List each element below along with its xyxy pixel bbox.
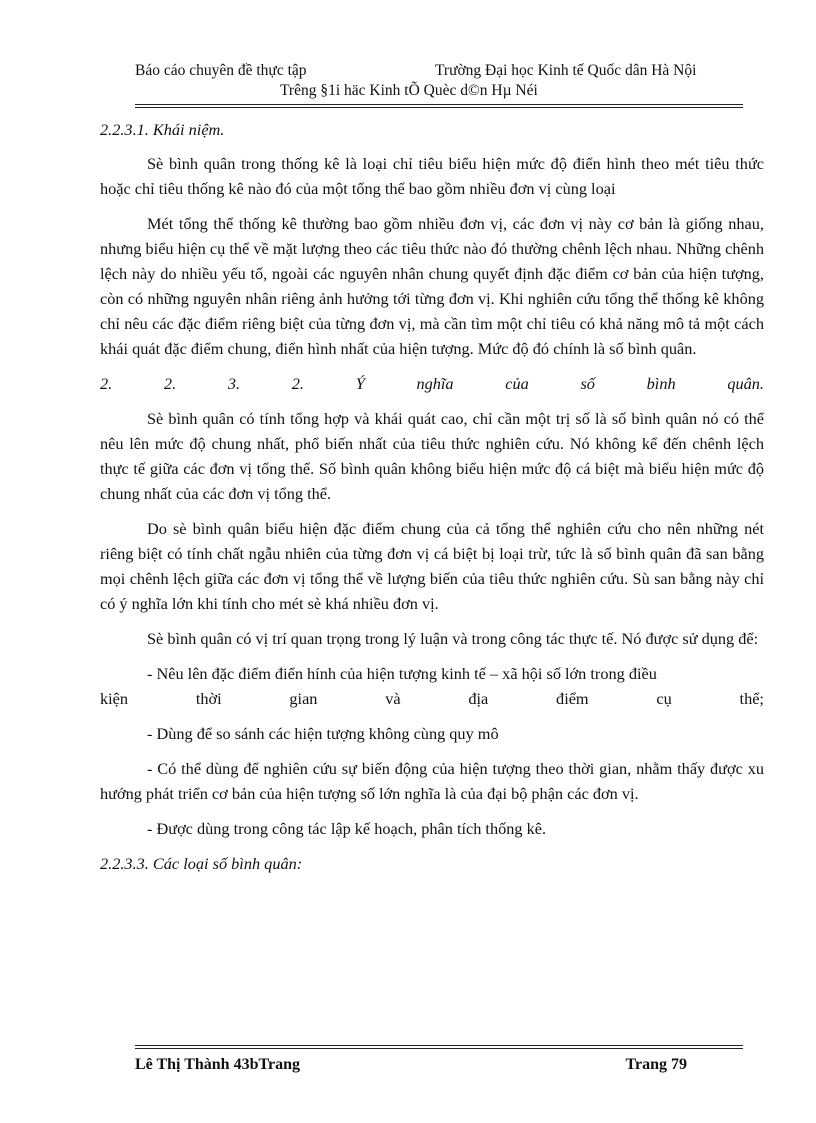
word: gian xyxy=(289,689,318,708)
paragraph: Sè bình quân có vị trí quan trọng trong lý luận và trong công tác thực tế. Nó được sử dụng để: xyxy=(147,629,759,648)
footer-double-rule xyxy=(135,1045,743,1049)
heading-2-2-3-3: 2.2.3.3. Các loại số bình quân: xyxy=(100,854,303,873)
heading-word: số xyxy=(580,374,595,393)
paragraph: Sè bình quân trong thống kê là loại chỉ tiêu biểu hiện mức độ điển hình theo mét tiêu thức hoặc chỉ tiêu thống kê nào đó của một tổng thể bao gồm nhiều đơn vị cùng loại xyxy=(100,154,764,198)
header-double-rule xyxy=(135,104,743,108)
heading-2-2-3-1: 2.2.3.1. Khái niệm. xyxy=(100,120,225,139)
word: thể; xyxy=(739,689,764,708)
heading-word: quân. xyxy=(727,374,764,393)
heading-word: 2. xyxy=(163,374,177,393)
bullet-item-continuation xyxy=(100,686,764,711)
header-garbled-line: Trêng §1i häc Kinh tÕ Quèc d©n Hµ Néi xyxy=(280,82,538,99)
bullet-item: - Có thể dùng để nghiên cứu sự biến động của hiện tượng theo thời gian, nhằm thấy được xu hướng phát triển cơ bản của hiện tượng số lớn nghĩa là của đại bộ phận các đơn vị. xyxy=(100,759,764,803)
word: cụ xyxy=(656,689,672,708)
header-university: Trường Đại học Kinh tế Quốc dân Hà Nội xyxy=(435,62,697,79)
footer-author: Lê Thị Thành 43bTrang xyxy=(135,1056,300,1073)
word: và xyxy=(385,689,401,708)
heading-word: 2. xyxy=(291,374,304,393)
paragraph: Do sè bình quân biểu hiện đặc điểm chung của cả tổng thể nghiên cứu cho nên những nét riêng biệt có tính chất ngẫu nhiên của từng đơn vị cá biệt bị loại trừ, tức là số bình quân đã san bằng mọi chênh lệch giữa các đơn vị tổng thể về lượng biến của tiêu thức nghiên cứu. Sù san bằng này chỉ có ý nghĩa lớn khi tính cho mét sè khá nhiều đơn vị. xyxy=(100,519,764,613)
heading-word: 3. xyxy=(227,374,241,393)
heading-word: Ý xyxy=(355,374,365,393)
header-report-title: Báo cáo chuyên đề thực tập xyxy=(135,62,307,79)
page-header xyxy=(135,62,740,80)
heading-word: bình xyxy=(646,374,676,393)
word: địa xyxy=(468,689,489,708)
paragraph: Sè bình quân có tính tổng hợp và khái quát cao, chỉ cần một trị số là số bình quân nó có thể nêu lên mức độ chung nhất, phổ biến nhất của tiêu thức nghiên cứu. Nó không kể đến chênh lệch thực tế giữa các đơn vị tổng thể. Số bình quân không biểu hiện mức độ cá biệt mà biểu hiện mức độ chung nhất của các đơn vị tổng thể. xyxy=(100,409,764,503)
page-footer xyxy=(135,1056,687,1074)
word: điểm xyxy=(556,689,589,708)
heading-word: của xyxy=(505,374,529,393)
document-body xyxy=(100,117,764,885)
heading-word: nghĩa xyxy=(416,374,454,393)
footer-page-number: Trang 79 xyxy=(625,1056,687,1073)
heading-word: 2. xyxy=(100,374,113,393)
word: kiện xyxy=(100,689,129,708)
paragraph: Mét tổng thể thống kê thường bao gồm nhiều đơn vị, các đơn vị này cơ bản là giống nhau, nhưng biểu hiện cụ thể về mặt lượng theo các tiêu thức nào đó thường chênh lệch nhau. Những chênh lệch này do nhiều yếu tố, ngoài các nguyên nhân chung quyết định đặc điểm cơ bản của hiện tượng, còn có những nguyên nhân riêng ảnh hưởng tới từng đơn vị. Khi nghiên cứu tổng thể thống kê không chỉ nêu các đặc điểm riêng biệt của từng đơn vị, mà cần tìm một chỉ tiêu có khả năng mô tả một cách khái quát đặc điểm chung, điển hình nhất của hiện tượng. Mức độ đó chính là số bình quân. xyxy=(100,214,764,358)
word: thời xyxy=(195,689,222,708)
bullet-item: - Được dùng trong công tác lập kế hoạch, phân tích thống kê. xyxy=(147,819,547,838)
heading-2-2-3-2 xyxy=(100,371,764,396)
bullet-item: - Dùng để so sánh các hiện tượng không cùng quy mô xyxy=(147,724,499,743)
bullet-item: - Nêu lên đặc điểm điển hính của hiện tượng kinh tế – xã hội số lớn trong điều xyxy=(147,664,657,683)
